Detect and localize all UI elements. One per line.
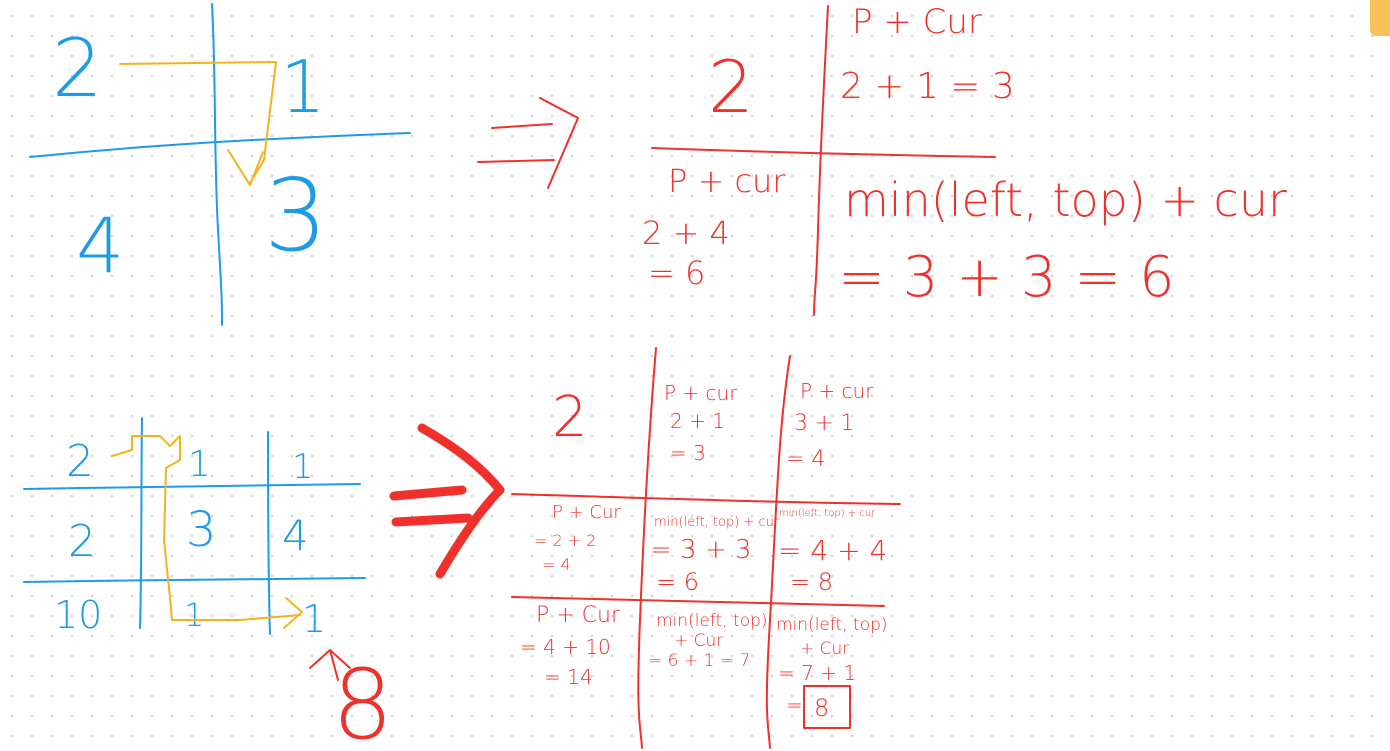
implies-arrow-2-head — [422, 428, 500, 574]
implies-arrow-2 — [394, 428, 500, 574]
dp-3x3-r2c1-result: = 4 — [542, 555, 571, 574]
grid-3x3-r3c2: 1 — [184, 596, 205, 634]
dp-3x3-r1c3-result: = 4 — [786, 447, 826, 472]
dp-3x3-r2c2-formula: min(left, top) + cur — [654, 515, 780, 530]
grid-3x3-answer: 8 — [332, 649, 394, 751]
dp-2x2-bottom-right-formula: min(left, top) + cur — [844, 173, 1287, 227]
dp-table-2x2 — [642, 2, 1287, 315]
dp-3x3-r1c1: 2 — [552, 385, 588, 450]
dp-3x3-r2c3-calc: = 4 + 4 — [778, 534, 888, 567]
dp-2x2-bottom-left-calc: 2 + 4 — [642, 214, 730, 252]
dp-2x2-top-right-formula: P + Cur — [852, 2, 982, 42]
grid-3x3-r2c2: 3 — [186, 502, 217, 558]
dp-3x3-r3c2-formula: min(left, top) — [656, 611, 768, 631]
dp-3x3-r1c3-formula: P + cur — [800, 379, 874, 403]
dp-3x3-r3c3-formula: min(left, top) — [776, 615, 888, 635]
path-arrow-2x2 — [120, 62, 276, 185]
dp-2x2-bottom-left-result: = 6 — [648, 254, 706, 292]
dp-2x2-top-left: 2 — [708, 45, 754, 129]
path-arrow-3x3-head — [284, 598, 302, 628]
implies-arrow-1-top-stroke — [492, 124, 552, 128]
dp-3x3-r1c2-formula: P + cur — [664, 381, 738, 405]
implies-arrow-1-head — [540, 98, 578, 188]
grid-3x3-r3c1: 10 — [54, 593, 103, 637]
dp-2x2-bottom-left-formula: P + cur — [668, 162, 786, 200]
grid-3x3-r1c3: 1 — [292, 447, 314, 487]
grid-3x3-r1c1: 2 — [66, 436, 94, 487]
grid-3x3-horizontal-line-2 — [24, 578, 365, 582]
dp-3x3-r3c1-calc: = 4 + 10 — [520, 635, 611, 659]
grid-3x3-vertical-line-2 — [268, 432, 270, 634]
dp-3x3-r2c3-result: = 8 — [790, 568, 834, 596]
grid-2x2-cell-b: 1 — [280, 45, 326, 129]
dp-2x2-top-right-calc: 2 + 1 = 3 — [840, 66, 1015, 107]
dp-3x3-r2c1-calc: = 2 + 2 — [534, 531, 597, 550]
dp-table-3x3 — [512, 348, 900, 748]
implies-arrow-2-top-stroke — [394, 490, 462, 496]
dp-3x3-r2c1-formula: P + Cur — [552, 502, 621, 523]
dp-3x3-r2c3-formula: min(left, top) + cur — [779, 508, 876, 519]
example-3x3-grid — [24, 418, 365, 641]
dp-3x3-r3c2-calc: = 6 + 1 = 7 — [648, 651, 751, 671]
grid-3x3-r3c3: 1 — [302, 597, 327, 641]
example-2x2-grid — [30, 4, 410, 325]
dp-2x2-bottom-right-calc: = 3 + 3 = 6 — [838, 245, 1175, 310]
dp-3x3-r1c2-calc: 2 + 1 — [670, 409, 725, 433]
dp-3x3-r1c3-calc: 3 + 1 — [794, 411, 855, 436]
grid-3x3-r2c1: 2 — [68, 516, 96, 567]
dp-3x3-r2c2-result: = 6 — [656, 568, 700, 596]
grid-2x2-cell-d: 3 — [264, 157, 328, 274]
dp-table-2x2-horizontal-line — [652, 148, 995, 157]
grid-2x2-horizontal-line — [30, 133, 410, 157]
grid-2x2-cell-a: 2 — [52, 22, 103, 115]
path-arrow-head — [228, 150, 263, 185]
dp-3x3-r2c2-calc: = 3 + 3 — [650, 535, 752, 565]
dp-3x3-r3c2-formula2: + Cur — [674, 631, 724, 651]
dp-3x3-r3c3-calc: = 7 + 1 — [778, 661, 857, 685]
dp-3x3-r3c1-formula: P + Cur — [536, 603, 621, 628]
grid-3x3-r1c2: 1 — [188, 444, 211, 485]
implies-arrow-1 — [478, 98, 578, 188]
path-arrow-line — [120, 62, 276, 183]
dp-3x3-r1c2-result: = 3 — [670, 441, 706, 465]
dp-table-2x2-vertical-line — [814, 6, 828, 315]
grid-2x2-cell-c: 4 — [76, 201, 125, 290]
dp-3x3-r3c3-result: 8 — [814, 694, 830, 722]
dp-3x3-r3c3-result-prefix: = — [786, 693, 803, 717]
grid-2x2-vertical-line — [212, 4, 222, 325]
dp-3x3-r3c1-result: = 14 — [544, 665, 593, 689]
implies-arrow-1-bottom-stroke — [478, 160, 554, 162]
grid-3x3-vertical-line-1 — [140, 418, 142, 628]
grid-3x3-r2c3: 4 — [282, 511, 309, 560]
dp-3x3-r3c3-formula2: + Cur — [800, 639, 850, 659]
implies-arrow-2-bottom-stroke — [396, 518, 468, 522]
